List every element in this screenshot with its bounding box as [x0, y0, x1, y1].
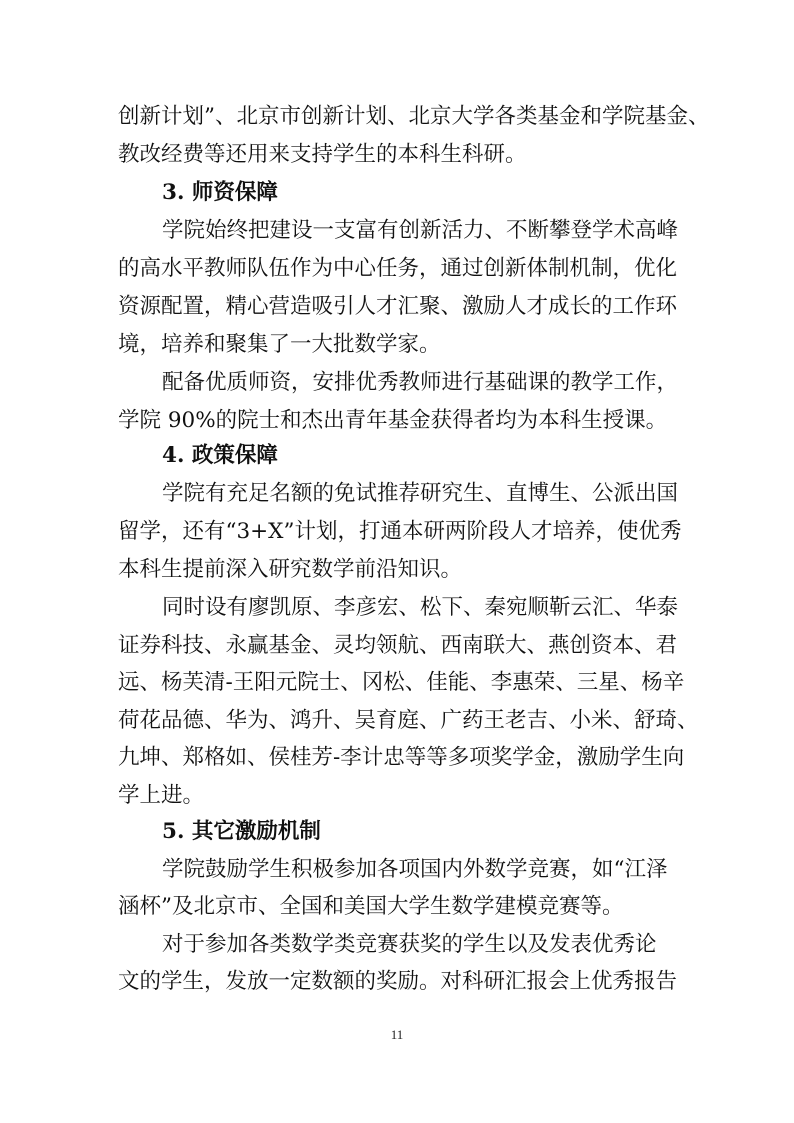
text-line: 涵杯”及北京市、全国和美国大学生数学建模竞赛等。 [118, 894, 624, 919]
text-line: 学上进。 [118, 783, 205, 808]
section-heading: 4. 政策保障 [162, 443, 278, 468]
text-line: 远、杨芙清-王阳元院士、冈松、佳能、李惠荣、三星、杨辛 [118, 670, 685, 695]
section-heading: 5. 其它激励机制 [162, 819, 321, 844]
text-line: 境，培养和聚集了一大批数学家。 [118, 332, 441, 357]
text-line: 九坤、郑格如、侯桂芳-李计忠等等多项奖学金，激励学生向 [118, 745, 685, 770]
text-line: 学院 90%的院士和杰出青年基金获得者均为本科生授课。 [118, 408, 668, 433]
section-heading: 3. 师资保障 [162, 180, 278, 205]
text-line: 创新计划”、北京市创新计划、北京大学各类基金和学院基金、 [118, 104, 710, 129]
text-line: 证券科技、永赢基金、灵均领航、西南联大、燕创资本、君 [118, 633, 678, 658]
text-line: 文的学生，发放一定数额的奖励。对科研汇报会上优秀报告 [118, 969, 678, 994]
text-line: 学院有充足名额的免试推荐研究生、直博生、公派出国 [162, 481, 679, 506]
text-line: 荷花品德、华为、鸿升、吴育庭、广药王老吉、小米、舒琦、 [118, 708, 699, 733]
text-line: 对于参加各类数学类竞赛获奖的学生以及发表优秀论 [162, 932, 657, 957]
text-line: 本科生提前深入研究数学前沿知识。 [118, 557, 463, 582]
text-line: 学院鼓励学生积极参加各项国内外数学竞赛，如“江泽 [162, 857, 668, 882]
text-line: 的高水平教师队伍作为中心任务，通过创新体制机制，优化 [118, 256, 678, 281]
text-line: 教改经费等还用来支持学生的本科生科研。 [118, 142, 527, 167]
page-number: 11 [390, 1027, 404, 1042]
text-line: 学院始终把建设一支富有创新活力、不断攀登学术高峰 [162, 218, 679, 243]
text-line: 留学，还有“3+X”计划，打通本研两阶段人才培养，使优秀 [118, 519, 682, 544]
text-line: 资源配置，精心营造吸引人才汇聚、激励人才成长的工作环 [118, 294, 678, 319]
text-line: 同时设有廖凯原、李彦宏、松下、秦宛顺靳云汇、华泰 [162, 595, 679, 620]
text-line: 配备优质师资，安排优秀教师进行基础课的教学工作， [162, 370, 679, 395]
